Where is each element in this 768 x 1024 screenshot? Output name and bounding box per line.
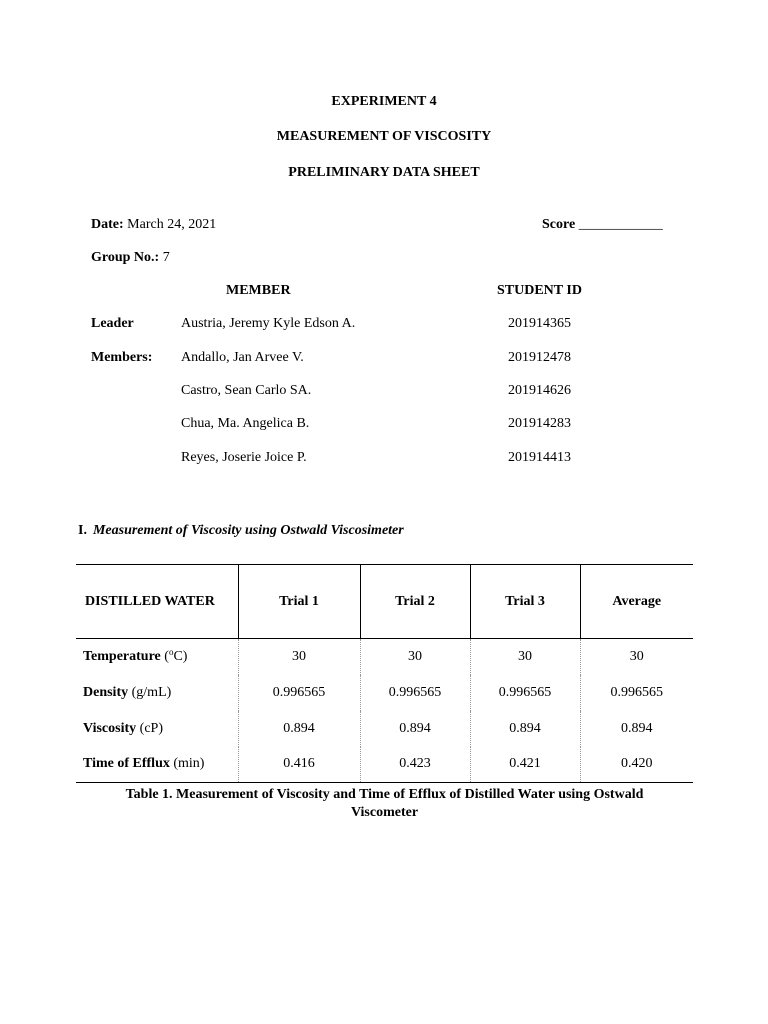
viscosity-table-container [76,564,693,783]
section-number: I. [78,523,87,538]
roster-student-id: 201914365 [508,316,571,331]
document-title: MEASUREMENT OF VISCOSITY [276,129,492,144]
roster-student-id: 201912478 [508,350,571,365]
roster-name: Chua, Ma. Angelica B. [181,416,310,431]
section-heading [78,523,404,539]
table-cell: 0.894 [580,711,693,747]
row-label-name: Viscosity [83,720,137,736]
table-row [76,711,693,747]
group-line [91,250,170,266]
row-label [76,711,238,747]
roster-student-id: 201914413 [508,450,571,465]
table-cell: 0.421 [470,747,580,783]
table-row [76,747,693,783]
row-label-unit-suffix: C) [173,648,188,664]
section-title: Measurement of Viscosity using Ostwald Viscosimeter [92,523,404,538]
table-caption-line: Table 1. Measurement of Viscosity and Time of Efflux of Distilled Water using Ostwald [125,787,644,802]
roster-name: Reyes, Joserie Joice P. [181,450,307,465]
degree-superscript: o [168,646,174,657]
row-label [76,675,238,711]
roster-name: Austria, Jeremy Kyle Edson A. [181,316,356,331]
table-caption [76,786,693,822]
row-label-name: Time of Efflux [83,756,170,772]
score-line [542,217,663,233]
roster-name: Castro, Sean Carlo SA. [181,383,312,398]
roster-student-id: 201914283 [508,416,571,431]
table-header-cell: DISTILLED WATER [76,565,238,639]
table-row [76,639,693,675]
table-cell: 30 [360,639,470,675]
members-label: Members: [91,350,153,365]
document-subtitle: PRELIMINARY DATA SHEET [288,165,480,180]
viscosity-table [76,564,693,783]
table-row [76,675,693,711]
row-label-name: Temperature [83,648,161,664]
table-cell: 30 [238,639,360,675]
table-cell: 0.894 [238,711,360,747]
table-header-cell: Trial 3 [470,565,580,639]
member-column-header: MEMBER [226,283,291,298]
roster-student-id: 201914626 [508,383,571,398]
table-cell: 0.420 [580,747,693,783]
row-label-unit: (g/mL) [128,684,172,700]
group-label: Group No.: [91,250,160,265]
table-cell: 0.996565 [470,675,580,711]
score-label: Score [542,217,576,232]
roster-name: Andallo, Jan Arvee V. [181,350,304,365]
table-cell: 0.416 [238,747,360,783]
row-label [76,639,238,675]
table-cell: 0.996565 [238,675,360,711]
table-cell: 30 [580,639,693,675]
table-cell: 0.894 [470,711,580,747]
experiment-number: EXPERIMENT 4 [331,94,437,109]
date-label: Date: [91,217,124,232]
row-label-unit: (cP) [136,720,163,736]
table-caption-line: Viscometer [350,805,419,820]
group-value: 7 [162,250,170,265]
row-label-unit-prefix: ( [160,648,169,664]
score-blank: ____________ [578,217,663,232]
table-cell: 0.996565 [580,675,693,711]
table-cell: 0.996565 [360,675,470,711]
row-label-name: Density [83,684,129,700]
table-header-cell: Average [580,565,693,639]
table-header-row [76,565,693,639]
table-header-cell: Trial 1 [238,565,360,639]
table-cell: 0.423 [360,747,470,783]
table-cell: 0.894 [360,711,470,747]
date-line [91,217,216,233]
leader-label: Leader [91,316,134,331]
table-header-cell: Trial 2 [360,565,470,639]
row-label [76,747,238,783]
table-cell: 30 [470,639,580,675]
date-value: March 24, 2021 [127,217,217,232]
row-label-unit: (min) [169,756,205,772]
student-id-column-header: STUDENT ID [497,283,582,298]
